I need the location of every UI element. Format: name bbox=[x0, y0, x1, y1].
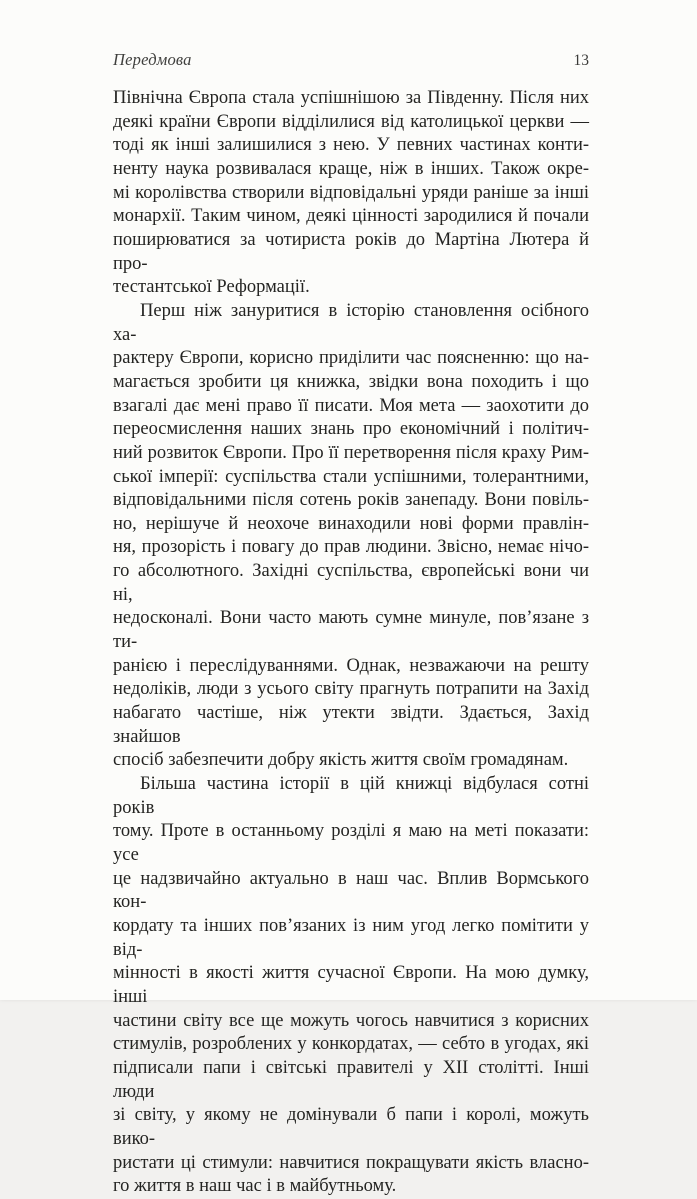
text-line: відповідальними після сотень років занепаду. Вони повіль- bbox=[113, 490, 589, 511]
page-number: 13 bbox=[573, 52, 589, 69]
text-line: Більша частина історії в цій книжці відбулася сотні років bbox=[113, 774, 589, 818]
text-line: Північна Європа стала успішнішою за Південну. Після них bbox=[113, 88, 589, 108]
text-line: мі королівства створили відповідальні уряди раніше за інші bbox=[113, 182, 589, 203]
text-line: це надзвичайно актуально в наш час. Вплив Вормського кон- bbox=[113, 868, 589, 913]
text-line: рактеру Європи, корисно приділити час поясненню: що на- bbox=[113, 348, 589, 369]
text-line: поширюватися за чотириста років до Мартіна Лютера й про- bbox=[113, 229, 589, 274]
paragraph bbox=[113, 773, 589, 1199]
paragraph bbox=[113, 300, 589, 773]
text-line: спосіб забезпечити добру якість життя своїм громадянам. bbox=[113, 750, 569, 771]
text-line: ської імперії: суспільства стали успішними, толерантними, bbox=[113, 466, 589, 487]
text-line: но, нерішуче й неохоче винаходили нові форми правлін- bbox=[113, 513, 589, 534]
text-line: частини світу все ще можуть чогось навчитися з корисних bbox=[113, 1010, 589, 1031]
text-line: стимулів, розроблених у конкордатах, — себто в угодах, які bbox=[113, 1034, 589, 1055]
text-line: деякі країни Європи відділилися від католицької церкви — bbox=[113, 111, 589, 132]
chapter-title: Передмова bbox=[113, 50, 192, 69]
text-line: Перш ніж зануритися в історію становлення осібного ха- bbox=[113, 300, 589, 345]
text-line: взагалі дає мені право її писати. Моя мета — заохотити до bbox=[113, 395, 589, 416]
text-line: тестантської Реформації. bbox=[113, 277, 310, 298]
running-header bbox=[113, 50, 589, 70]
text-line: недоліків, люди з усього світу прагнуть потрапити на Захід bbox=[113, 679, 589, 700]
text-line: тому. Проте в останньому розділі я маю на меті показати: усе bbox=[113, 821, 589, 865]
text-line: підписали папи і світські правителі у XII столітті. Інші люди bbox=[113, 1057, 589, 1102]
text-line: ранією і переслідуваннями. Однак, незважаючи на решту bbox=[113, 655, 589, 676]
text-line: магається зробити ця книжка, звідки вона походить і що bbox=[113, 371, 589, 392]
text-line: ня, прозорість і повагу до прав людини. Звісно, немає нічо- bbox=[113, 537, 589, 558]
text-line: монархії. Таким чином, деякі цінності зародилися й почали bbox=[113, 206, 589, 227]
text-line: кордату та інших пов’язаних із ним угод легко помітити у від- bbox=[113, 915, 589, 960]
text-line: го життя в наш час і в майбутньому. bbox=[113, 1176, 397, 1197]
body-text bbox=[113, 87, 589, 1199]
text-line: зі світу, у якому не домінували б папи і королі, можуть вико- bbox=[113, 1105, 589, 1149]
text-line: го абсолютного. Західні суспільства, європейські вони чи ні, bbox=[113, 561, 589, 605]
text-line: мінності в якості життя сучасної Європи. На мою думку, інші bbox=[113, 963, 589, 1007]
text-line: набагато частіше, ніж утекти звідти. Здається, Захід знайшов bbox=[113, 703, 589, 747]
text-line: тоді як інші залишилися з нею. У певних частинах конти- bbox=[113, 135, 589, 156]
paragraph bbox=[113, 87, 589, 300]
text-line: переосмислення наших знань про економічний і політич- bbox=[113, 419, 589, 440]
text-line: недосконалі. Вони часто мають сумне минуле, пов’язане з ти- bbox=[113, 608, 589, 653]
text-line: ний розвиток Європи. Про її перетворення після краху Рим- bbox=[113, 442, 589, 463]
text-line: ненту наука розвивалася краще, ніж в інших. Також окре- bbox=[113, 158, 589, 179]
text-line: ристати ці стимули: навчитися покращувати якість власно- bbox=[113, 1152, 589, 1173]
